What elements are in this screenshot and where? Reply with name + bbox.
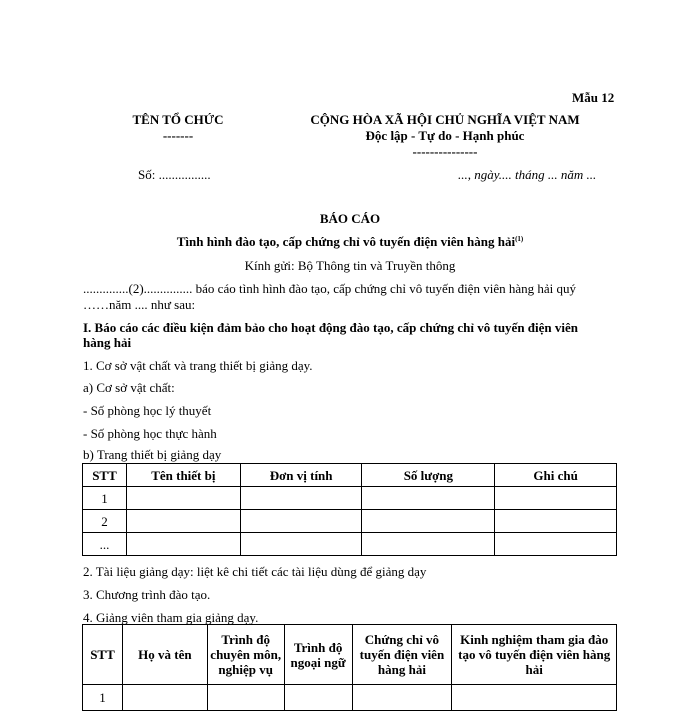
header-quantity: Số lượng bbox=[362, 464, 495, 487]
intro-line-2: ……năm .... như sau: bbox=[83, 297, 196, 312]
nation-title: CỘNG HÒA XÃ HỘI CHỦ NGHĨA VIỆT NAM bbox=[310, 112, 580, 127]
table-cell bbox=[362, 487, 495, 510]
header-full-name: Họ và tên bbox=[122, 625, 207, 685]
header-training-experience: Kinh nghiệm tham gia đào tạo vô tuyến điện viên hàng hải bbox=[452, 625, 617, 685]
row-number: 1 bbox=[83, 487, 127, 510]
table-cell bbox=[362, 533, 495, 556]
intro-line-1: ..............(2)............... báo cáo tình hình đào tạo, cấp chứng chỉ vô tuyến điện viên hàng hải quý bbox=[83, 281, 576, 296]
equipment-table-header bbox=[83, 464, 617, 487]
table-cell bbox=[362, 510, 495, 533]
table-row bbox=[83, 510, 617, 533]
header-radio-certificate: Chứng chỉ vô tuyến điện viên hàng hải bbox=[352, 625, 452, 685]
report-subtitle-text: Tình hình đào tạo, cấp chứng chỉ vô tuyến điện viên hàng hải bbox=[176, 234, 516, 249]
table-cell bbox=[126, 510, 240, 533]
table-cell bbox=[352, 685, 452, 711]
table-row bbox=[83, 487, 617, 510]
table-cell bbox=[240, 533, 362, 556]
row-number: ... bbox=[83, 533, 127, 556]
report-title: BÁO CÁO bbox=[319, 211, 381, 226]
item-1a: a) Cơ sở vật chất: bbox=[83, 380, 175, 395]
header-language-level: Trình độ ngoại ngữ bbox=[284, 625, 352, 685]
organization-name: TÊN TỔ CHỨC bbox=[132, 112, 224, 127]
nation-motto: Độc lập - Tự do - Hạnh phúc bbox=[365, 128, 525, 143]
date-line: ..., ngày.... tháng ... năm ... bbox=[458, 167, 597, 182]
table-cell bbox=[126, 533, 240, 556]
header-unit: Đơn vị tính bbox=[240, 464, 362, 487]
row-number: 2 bbox=[83, 510, 127, 533]
table-cell bbox=[495, 533, 617, 556]
table-cell bbox=[126, 487, 240, 510]
lecturer-table-header bbox=[83, 625, 617, 685]
table-cell bbox=[495, 487, 617, 510]
header-stt: STT bbox=[83, 464, 127, 487]
table-row bbox=[83, 685, 617, 711]
form-code: Mẫu 12 bbox=[572, 90, 615, 105]
report-recipient: Kính gửi: Bộ Thông tin và Truyền thông bbox=[244, 258, 456, 273]
report-subtitle-note: (1) bbox=[515, 235, 524, 243]
item-4: 4. Giảng viên tham gia giảng dạy. bbox=[83, 610, 259, 625]
equipment-table bbox=[82, 463, 617, 556]
item-1: 1. Cơ sở vật chất và trang thiết bị giảng dạy. bbox=[83, 358, 313, 373]
table-cell bbox=[122, 685, 207, 711]
table-cell bbox=[207, 685, 284, 711]
table-cell bbox=[240, 487, 362, 510]
section-1-heading-line-1: I. Báo cáo các điều kiện đảm bảo cho hoạt động đào tạo, cấp chứng chỉ vô tuyến điện viên bbox=[83, 320, 578, 335]
table-cell bbox=[240, 510, 362, 533]
row-number: 1 bbox=[83, 685, 123, 711]
section-1-heading-line-2: hàng hải bbox=[83, 335, 132, 350]
item-3: 3. Chương trình đào tạo. bbox=[83, 587, 211, 602]
table-cell bbox=[495, 510, 617, 533]
item-2: 2. Tài liệu giảng dạy: liệt kê chi tiết các tài liệu dùng để giảng dạy bbox=[83, 564, 427, 579]
table-row bbox=[83, 533, 617, 556]
table-cell bbox=[452, 685, 617, 711]
reference-number: Số: ................ bbox=[138, 167, 211, 182]
item-1a-practice-rooms: - Số phòng học thực hành bbox=[83, 426, 217, 441]
item-1a-theory-rooms: - Số phòng học lý thuyết bbox=[83, 403, 212, 418]
header-professional-level: Trình độ chuyên môn, nghiệp vụ bbox=[207, 625, 284, 685]
lecturer-table bbox=[82, 624, 617, 711]
header-equipment-name: Tên thiết bị bbox=[126, 464, 240, 487]
table-cell bbox=[284, 685, 352, 711]
organization-underline: ------- bbox=[162, 128, 194, 143]
header-note: Ghi chú bbox=[495, 464, 617, 487]
report-subtitle bbox=[0, 234, 700, 250]
item-1b: b) Trang thiết bị giảng dạy bbox=[83, 447, 222, 462]
header-stt: STT bbox=[83, 625, 123, 685]
nation-underline: --------------- bbox=[412, 144, 478, 159]
